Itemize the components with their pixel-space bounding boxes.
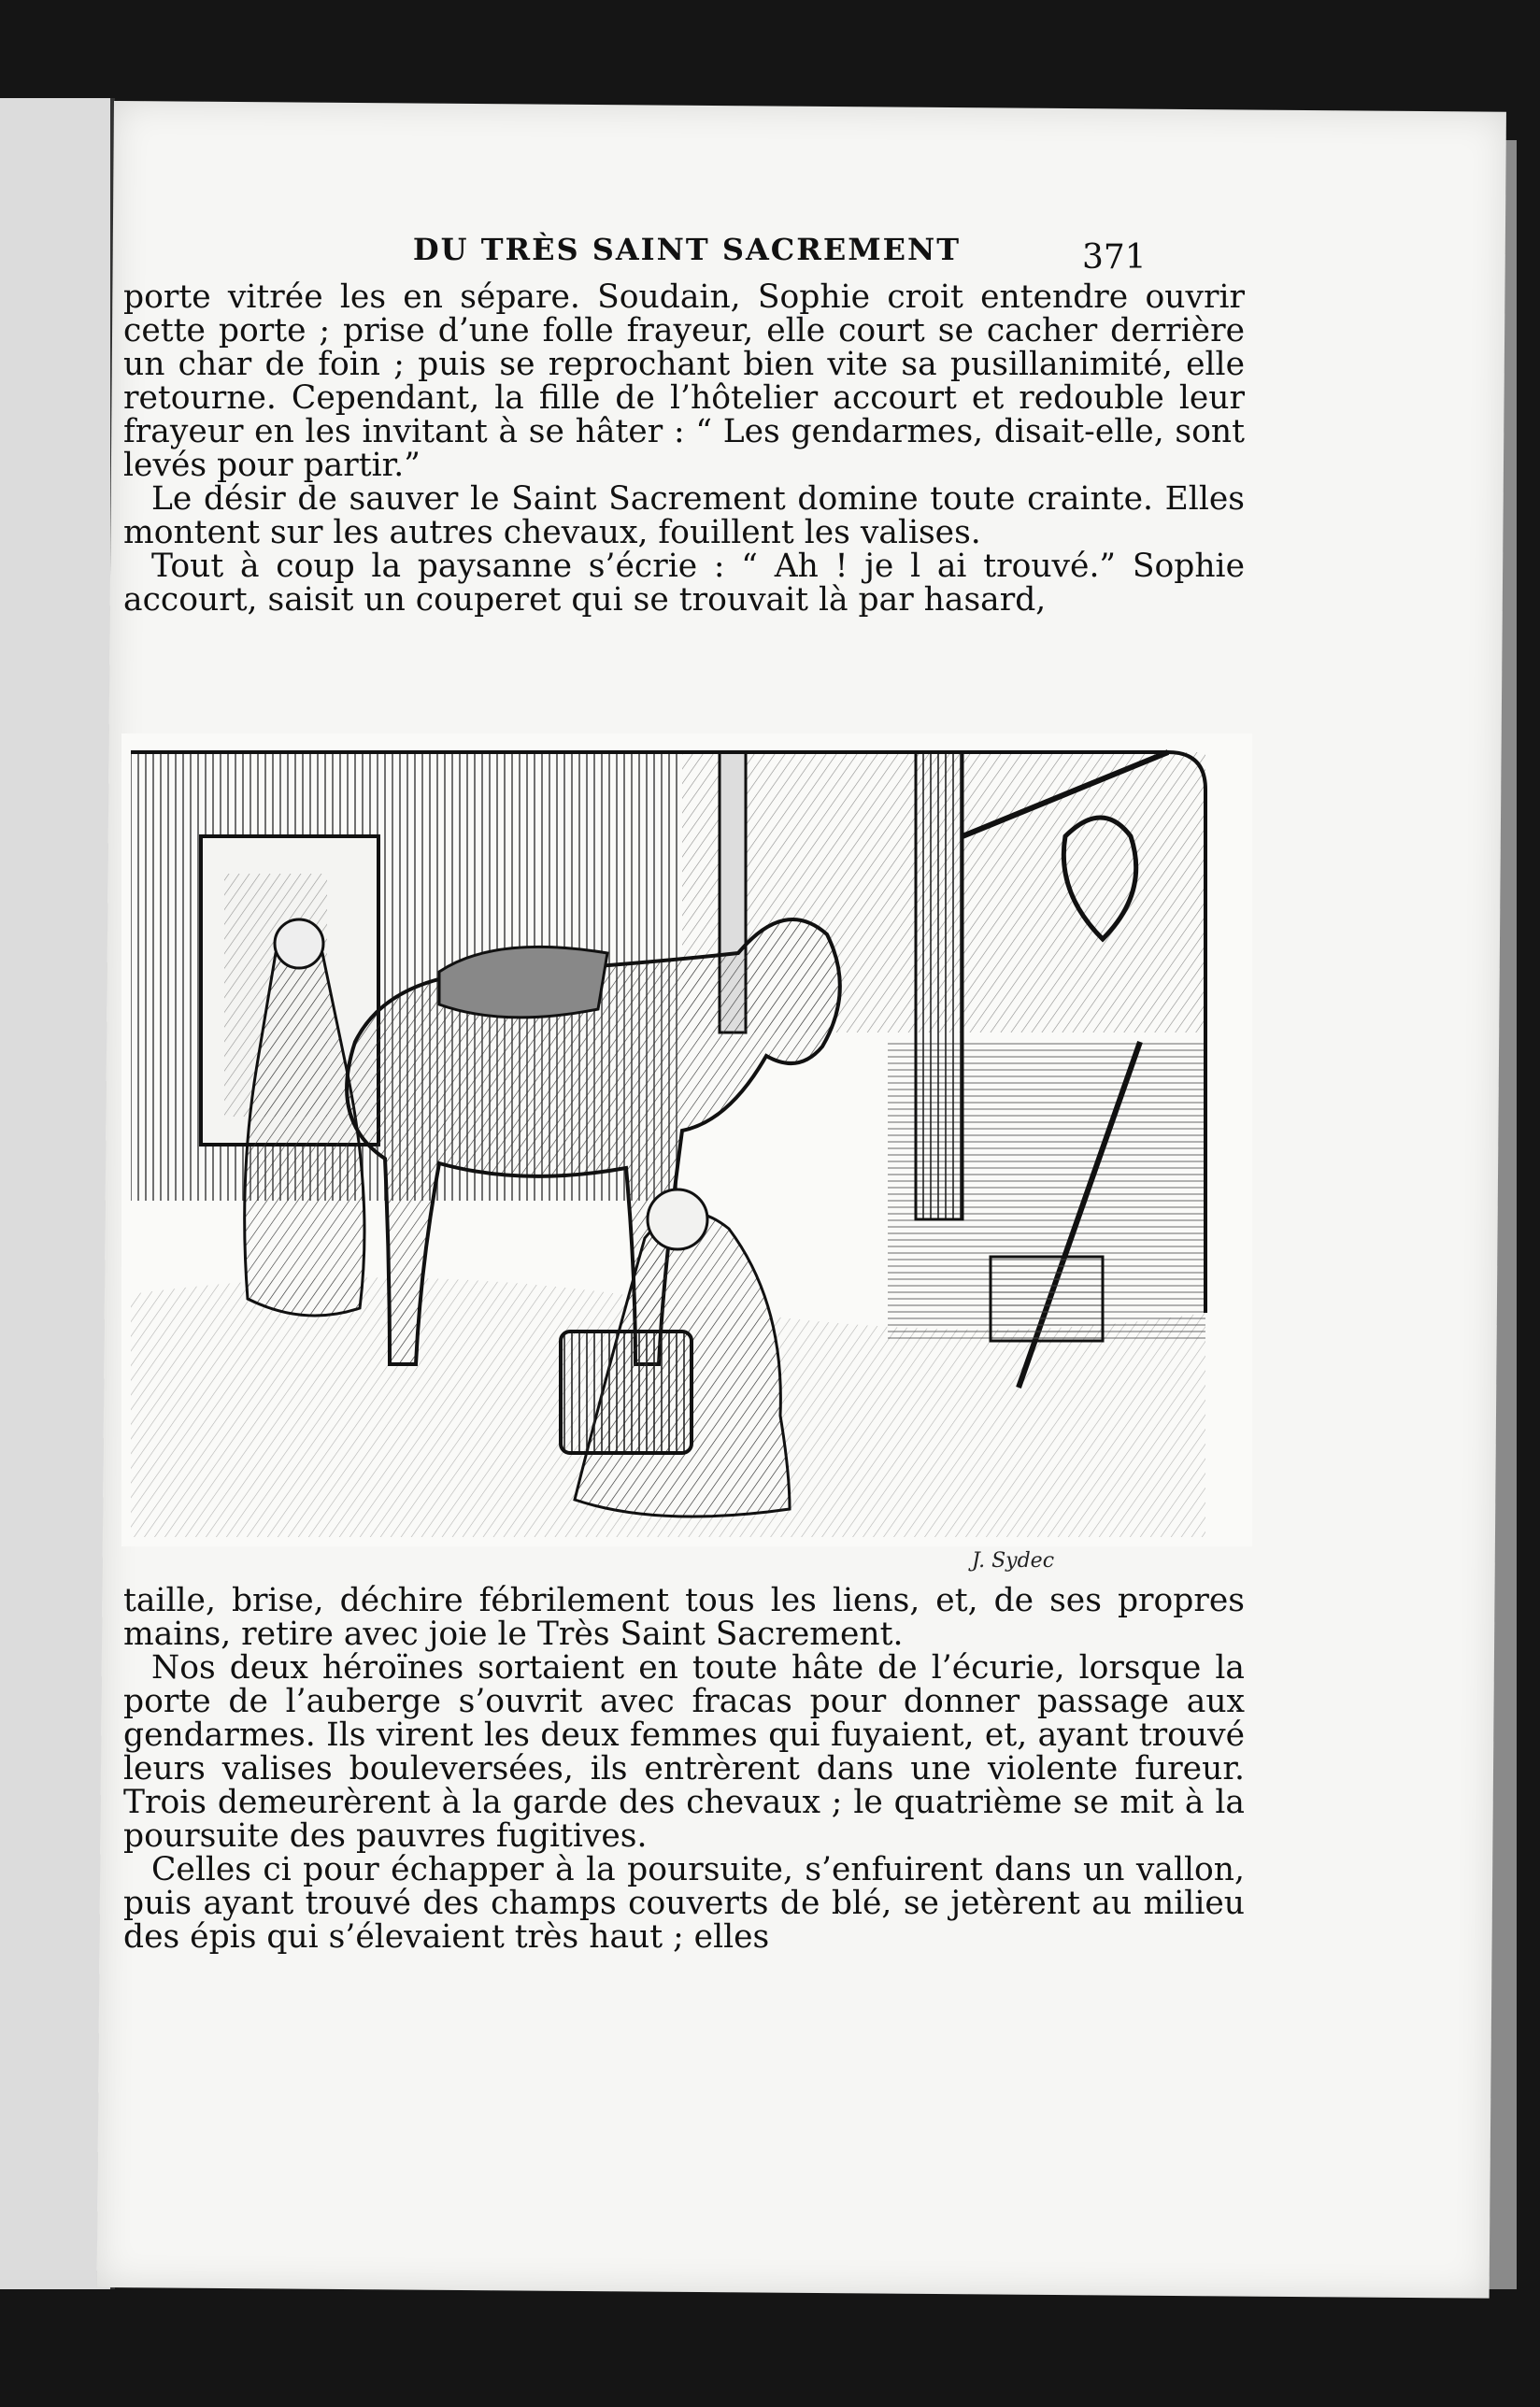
running-head: DU TRÈS SAINT SACREMENT <box>412 232 962 267</box>
text-block-top <box>123 280 1245 617</box>
stable-scene-icon <box>121 733 1252 1546</box>
text-block-bottom <box>123 1584 1245 1954</box>
paragraph: Celles ci pour échapper à la poursuite, s’enfuirent dans un vallon, puis ayant trouvé des champs couverts de blé, se jetèrent au milieu des épis qui s’élevaient très haut ; elles <box>123 1851 1245 1956</box>
paragraph: Le désir de sauver le Saint Sacrement domine toute crainte. Elles montent sur les autres chevaux, fouillent les valises. <box>123 480 1245 551</box>
paragraph: taille, brise, déchire fébrilement tous les liens, et, de ses propres mains, retire avec joie le Très Saint Sacrement. <box>123 1582 1245 1653</box>
illustrator-signature: J. Sydec <box>972 1549 1055 1573</box>
engraving-illustration <box>121 733 1252 1546</box>
paragraph: Nos deux héroïnes sortaient en toute hâte de l’écurie, lorsque la porte de l’auberge s’ouvrit avec fracas pour donner passage aux gendarmes. Ils virent les deux femmes qui fuyaient, et, ayant trouvé leurs valises bouleversées, ils entrèrent dans une violente fureur. Trois demeurèrent à la garde des chevaux ; le quatrième se mit à la poursuite des pauvres fugitives. <box>123 1649 1245 1855</box>
facing-page-edge <box>0 98 115 2289</box>
paragraph: Tout à coup la paysanne s’écrie : “ Ah ! je l ai trouvé.” Sophie accourt, saisit un couperet qui se trouvait là par hasard, <box>123 548 1245 619</box>
page-number: 371 <box>1082 238 1147 277</box>
paragraph: porte vitrée les en sépare. Soudain, Sophie croit entendre ouvrir cette porte ; prise d’une folle frayeur, elle court se cacher derrière un char de foin ; puis se reprochant bien vite sa pusillanimité, elle retourne. Cependant, la fille de l’hôtelier accourt et redouble leur frayeur en les invitant à se hâter : “ Les gendarmes, disait-elle, sont levés pour partir.” <box>123 278 1245 484</box>
